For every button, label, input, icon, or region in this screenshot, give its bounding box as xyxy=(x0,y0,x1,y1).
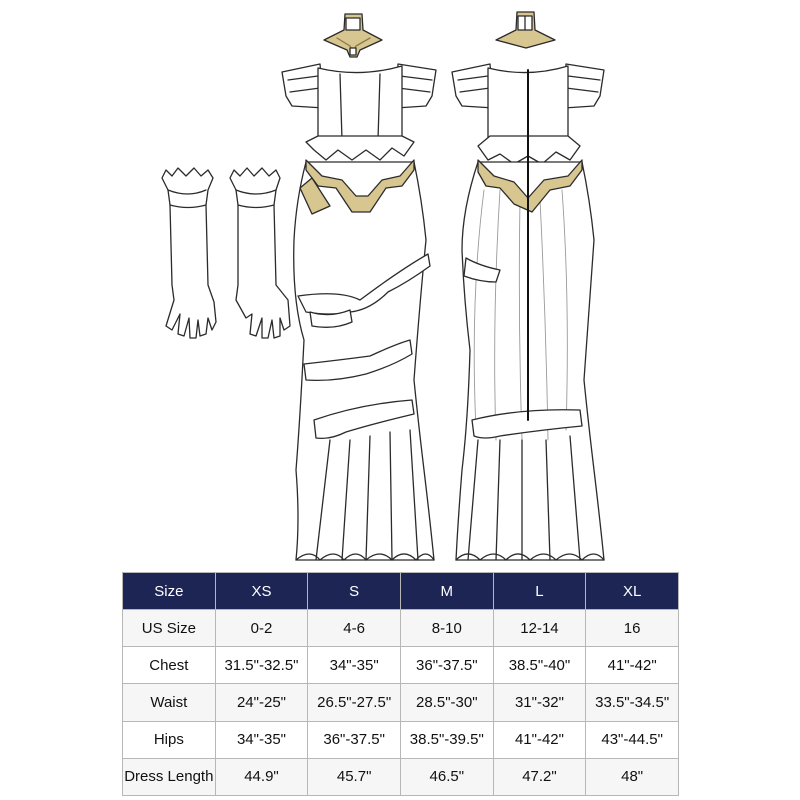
table-cell: 16 xyxy=(586,610,679,647)
dress-back-drawing xyxy=(452,64,604,560)
table-cell: 41"-42" xyxy=(493,721,586,758)
table-row-dress-length xyxy=(123,758,679,795)
table-cell: 44.9" xyxy=(215,758,308,795)
header-size-label: Size xyxy=(123,573,216,610)
row-label: US Size xyxy=(123,610,216,647)
table-row-chest xyxy=(123,647,679,684)
header-size-l: L xyxy=(493,573,586,610)
row-label: Hips xyxy=(123,721,216,758)
row-label: Waist xyxy=(123,684,216,721)
table-cell: 0-2 xyxy=(215,610,308,647)
table-cell: 31.5"-32.5" xyxy=(215,647,308,684)
header-size-s: S xyxy=(308,573,401,610)
table-cell: 46.5" xyxy=(400,758,493,795)
table-cell: 34"-35" xyxy=(308,647,401,684)
header-size-xl: XL xyxy=(586,573,679,610)
table-row-us-size xyxy=(123,610,679,647)
header-size-xs: XS xyxy=(215,573,308,610)
table-row-hips xyxy=(123,721,679,758)
table-cell: 36"-37.5" xyxy=(308,721,401,758)
table-cell: 33.5"-34.5" xyxy=(586,684,679,721)
table-cell: 45.7" xyxy=(308,758,401,795)
table-cell: 24"-25" xyxy=(215,684,308,721)
table-cell: 36"-37.5" xyxy=(400,647,493,684)
dress-front-drawing xyxy=(282,64,436,560)
row-label: Chest xyxy=(123,647,216,684)
table-cell: 12-14 xyxy=(493,610,586,647)
table-cell: 43"-44.5" xyxy=(586,721,679,758)
row-label: Dress Length xyxy=(123,758,216,795)
table-row-waist xyxy=(123,684,679,721)
choker-back-drawing xyxy=(496,12,555,48)
header-size-m: M xyxy=(400,573,493,610)
table-cell: 38.5"-39.5" xyxy=(400,721,493,758)
table-cell: 48" xyxy=(586,758,679,795)
table-cell: 34"-35" xyxy=(215,721,308,758)
size-chart-table xyxy=(122,572,679,796)
table-cell: 41"-42" xyxy=(586,647,679,684)
table-cell: 8-10 xyxy=(400,610,493,647)
size-chart-header-row xyxy=(123,573,679,610)
table-cell: 4-6 xyxy=(308,610,401,647)
table-cell: 38.5"-40" xyxy=(493,647,586,684)
table-cell: 26.5"-27.5" xyxy=(308,684,401,721)
glove-right-drawing xyxy=(230,168,290,338)
glove-left-drawing xyxy=(162,168,216,338)
table-cell: 47.2" xyxy=(493,758,586,795)
choker-front-drawing xyxy=(324,14,382,57)
table-cell: 31"-32" xyxy=(493,684,586,721)
table-cell: 28.5"-30" xyxy=(400,684,493,721)
